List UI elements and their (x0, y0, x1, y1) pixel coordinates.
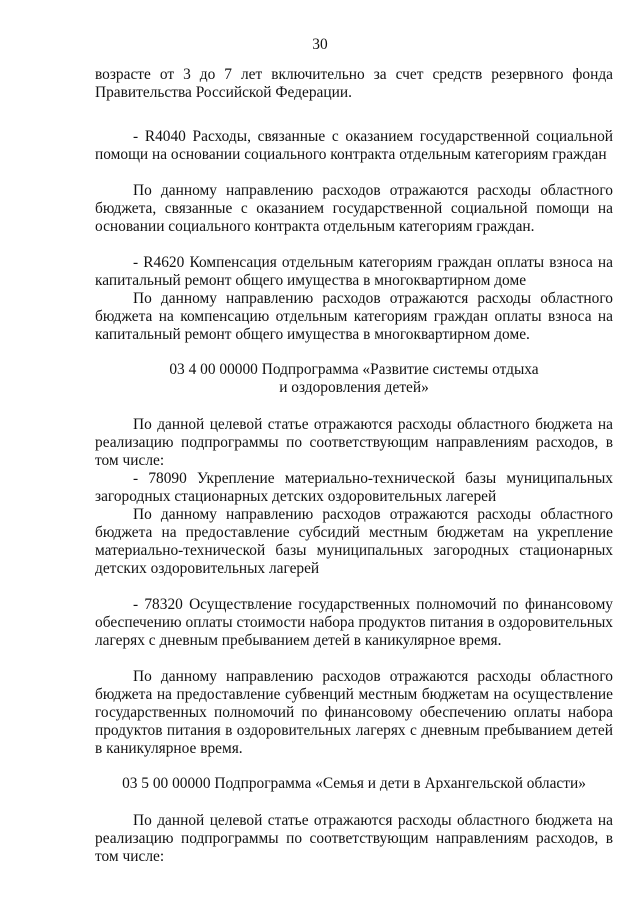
paragraph: По данному направлению расходов отражаются расходы областного бюджета на предоставление субсидий местным бюджетам на укрепление материально-технической базы муниципальных загородных стационарных детских оздоровительных лагерей (95, 506, 613, 577)
paragraph: По данному направлению расходов отражаются расходы областного бюджета на компенсацию отдельным категориям граждан оплаты взноса на капитальный ремонт общего имущества в многоквартирном доме. (95, 290, 613, 343)
section-heading-03-4 (95, 361, 613, 397)
section-heading-03-5: 03 5 00 00000 Подпрограмма «Семья и дети в Архангельской области» (122, 775, 586, 792)
list-item-78090: - 78090 Укрепление материально-технической базы муниципальных загородных стационарных детских оздоровительных лагерей (95, 470, 613, 505)
paragraph: По данной целевой статье отражаются расходы областного бюджета на реализацию подпрограммы по соответствующим направлениям расходов, в том числе: (95, 416, 613, 469)
paragraph: По данному направлению расходов отражаются расходы областного бюджета, связанные с оказанием государственной социальной помощи на основании социального контракта отдельным категориям граждан. (95, 182, 613, 235)
paragraph: По данной целевой статье отражаются расходы областного бюджета на реализацию подпрограммы по соответствующим направлениям расходов, в том числе: (95, 812, 613, 865)
list-item-r4040: - R4040 Расходы, связанные с оказанием государственной социальной помощи на основании социального контракта отдельным категориям граждан (95, 128, 613, 163)
page-number: 30 (312, 36, 328, 53)
list-item-r4620: - R4620 Компенсация отдельным категориям граждан оплаты взноса на капитальный ремонт общего имущества в многоквартирном доме (95, 254, 613, 289)
paragraph: По данному направлению расходов отражаются расходы областного бюджета на предоставление субвенций местным бюджетам на осуществление государственных полномочий по финансовому обеспечению оплаты набора продуктов питания в оздоровительных лагерях с дневным пребыванием детей в каникулярное время. (95, 668, 613, 757)
section-heading-line: и оздоровления детей» (279, 378, 429, 396)
paragraph: возрасте от 3 до 7 лет включительно за счет средств резервного фонда Правительства Российской Федерации. (95, 66, 613, 101)
list-item-78320: - 78320 Осуществление государственных полномочий по финансовому обеспечению оплаты стоимости набора продуктов питания в оздоровительных лагерях с дневным пребыванием детей в каникулярное время. (95, 596, 613, 649)
section-heading-line: 03 4 00 00000 Подпрограмма «Развитие системы отдыха (169, 361, 539, 378)
